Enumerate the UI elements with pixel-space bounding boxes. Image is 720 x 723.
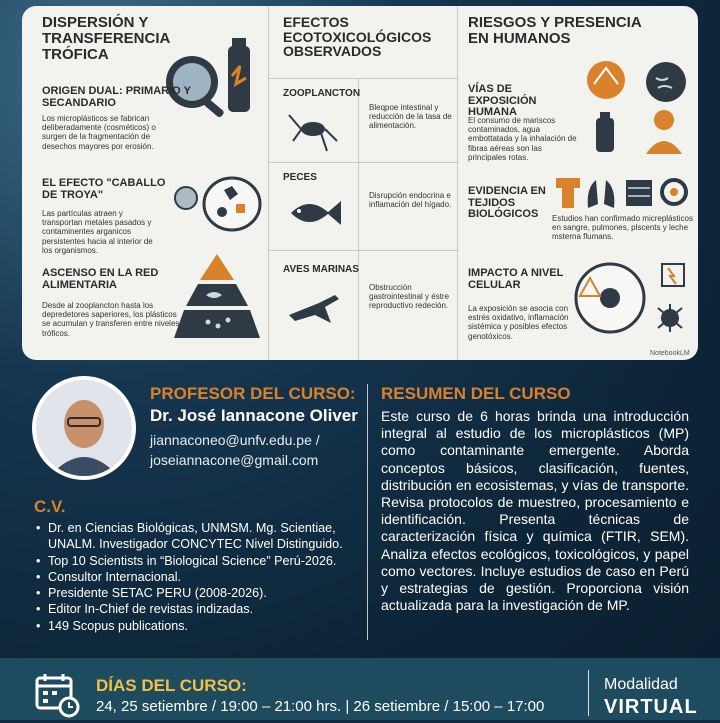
fish-icon — [285, 193, 343, 233]
effects-title: EFECTOS ECOTOXICOLÓGICOS OBSERVADOS — [283, 14, 432, 60]
cv-item: • Presidente SETAC PERU (2008-2026). — [36, 585, 361, 601]
cv-list — [36, 520, 361, 634]
cv-item: • Editor In-Chief de revistas indizadas. — [36, 601, 361, 617]
summary-body: Este curso de 6 horas brinda una introducción integral al estudio de los microplásticos (MP) como contaminante emergente. Aborda conceptos básicos, clasificación, fuentes, distribución en ecosistemas, y vías de transporte. Revisa protocolos de muestreo, procesamiento e identificación. Presenta técnicas de caracterización física y química (FTIR, SEM). Analiza efectos ecológicos, toxicológicos, y papel como vectores. Incluye estudios de caso en Perú y estrategias de gestión. Proporciona visión actualizada para la investigación de MP. — [381, 408, 689, 614]
effects-row-label: ZOOPLANCTON — [283, 88, 361, 99]
cv-heading: C.V. — [34, 497, 66, 516]
professor-avatar — [32, 376, 136, 480]
column-dispersion — [22, 6, 268, 360]
column-humans — [458, 6, 698, 360]
evidence-text: Estudios han confirmado micreplásticos en sangre, pulmones, plscents y leche msterna flumans. — [552, 214, 693, 242]
food-web-title: ASCENSO EN LA RED ALIMENTARIA — [42, 267, 159, 291]
origin-title: ORIGEN DUAL: PRIMARIO Y SECANDARIO — [42, 85, 191, 109]
trojan-title: EL EFECTO "CABALLO DE TROYA" — [42, 177, 166, 201]
cellular-text: La exposición se asocia con estrés oxidativo, inflamación sistémica y posibles efectos genotóxicos. — [468, 304, 569, 341]
column-effects — [268, 6, 458, 360]
food-web-text: Desde al zooplancton hasta los depredetores saperiores, los plásticos se acumulan y transferen entre niveles tróficos. — [42, 301, 180, 338]
infographic-card — [22, 6, 698, 360]
cv-item: • 149 Scopus publications. — [36, 618, 361, 634]
course-days-label: DÍAS DEL CURSO: — [96, 676, 247, 695]
cellular-title: IMPACTO A NIVEL CELULAR — [468, 267, 564, 291]
effects-row-label: PECES — [283, 172, 317, 183]
bottle-magnifier-icon — [156, 36, 262, 126]
professor-heading: PROFESOR DEL CURSO: — [150, 384, 356, 403]
effects-row-text: Bleqpoe intestinal y reducción de la tasa de alimentación. — [369, 103, 452, 131]
effects-row-seabirds — [269, 250, 459, 360]
origin-text: Los microplásticos se fabrican deliberadamente (cosméticos) o surgen de la fragmentación de desechos mayores por erosión. — [42, 114, 156, 151]
effects-row-text: Disrupción endocrina e inflamación del hígado. — [369, 191, 452, 210]
professor-email-1[interactable]: jiannaconeo@unfv.edu.pe / — [150, 432, 320, 448]
exposure-icons — [582, 58, 692, 158]
particle-cell-icon — [172, 170, 268, 242]
mode-label: Modalidad — [604, 676, 678, 693]
cv-item: • Consultor Internacional. — [36, 569, 361, 585]
exposure-title: VÍAS DE EXPOSICIÓN HUMANA — [468, 83, 537, 119]
effects-row-text: Obstrucción gastrointestinal y éstre reproductivo redeción. — [369, 283, 450, 311]
notebooklm-credit: NotebookLM — [650, 350, 690, 357]
evidence-title: EVIDENCIA EN TEJIDOS BIOLÓGICOS — [468, 185, 546, 221]
section-divider — [367, 384, 368, 640]
course-dates: 24, 25 setiembre / 19:00 – 21:00 hrs. | 26 setiembre / 15:00 – 17:00 — [96, 698, 545, 715]
cv-item: • Top 10 Scientists in “Biological Science” Perú-2026. — [36, 553, 361, 569]
effects-row-fish — [269, 162, 459, 250]
trojan-text: Las partículas atraen y transportan metales pasados y contaminentes arganicos persistentes hacia al interior de los organismos. — [42, 209, 153, 255]
organs-icons — [552, 172, 694, 212]
mode-value: VIRTUAL — [604, 696, 698, 718]
dispersion-title: DISPERSIÓN Y TRANSFERENCIA TRÓFICA — [42, 14, 170, 63]
effects-row-zooplankton — [269, 78, 459, 162]
cell-damage-icons — [570, 256, 696, 342]
professor-name: Dr. José Iannacone Oliver — [150, 406, 358, 425]
effects-row-label: AVES MARINAS — [283, 264, 359, 275]
seabird-icon — [285, 285, 345, 329]
exposure-text: El consumo de mariscos contaminados, agua embottatada y la inhalación de fibras aéreas son las principales rotas. — [468, 116, 577, 162]
summary-heading: RESUMEN DEL CURSO — [381, 384, 571, 403]
cv-item: • Dr. en Ciencias Biológicas, UNMSM. Mg. Scientiae, UNALM. Investigador CONCYTEC Nivel Distinguido. — [36, 520, 361, 553]
calendar-clock-icon — [34, 672, 80, 718]
humans-title: RIESGOS Y PRESENCIA EN HUMANOS — [468, 14, 642, 47]
zooplankton-icon — [287, 107, 341, 155]
professor-email-2[interactable]: joseiannacone@gmail.com — [150, 452, 319, 468]
footer-divider — [588, 670, 589, 716]
trophic-pyramid-icon — [172, 250, 262, 340]
